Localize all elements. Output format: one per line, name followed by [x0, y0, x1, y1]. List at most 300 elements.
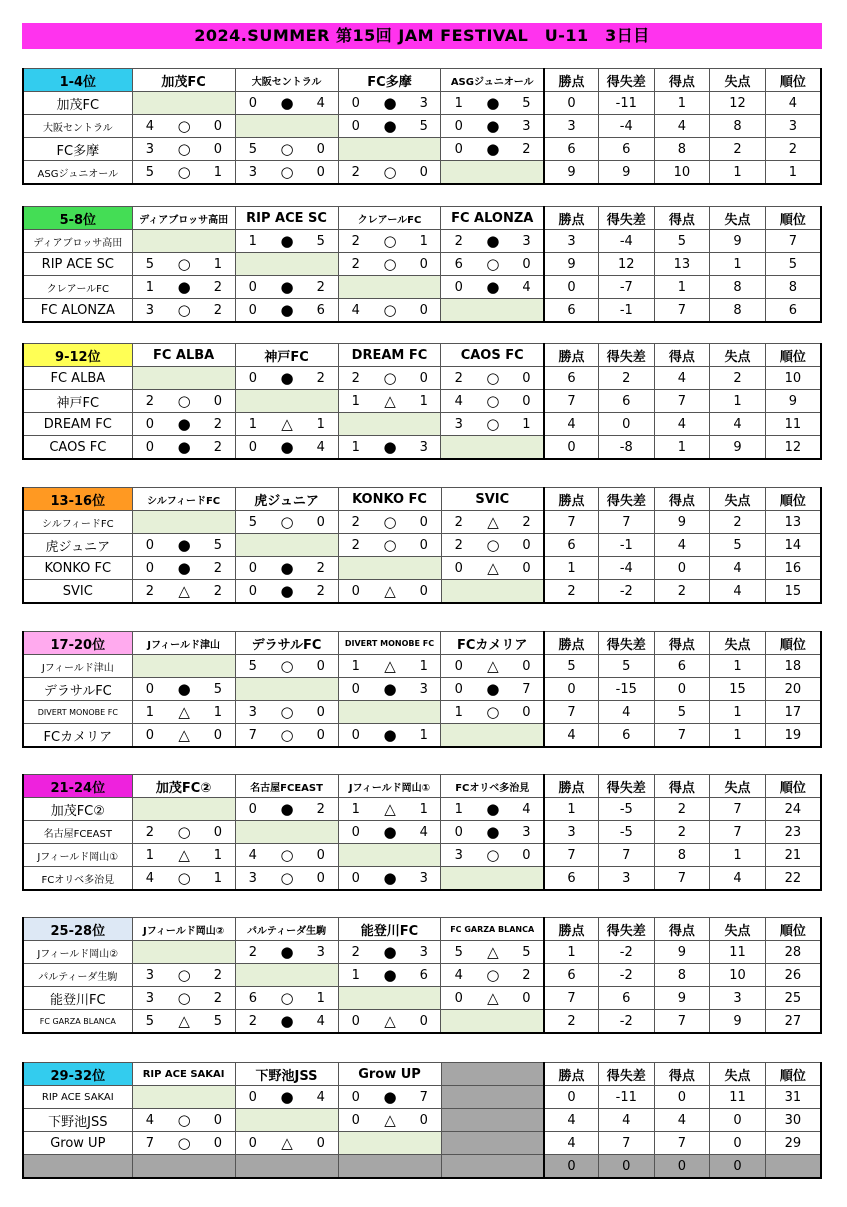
stat-goals-against: 9 [710, 436, 766, 460]
self-cell [407, 701, 441, 724]
stat-points: 0 [544, 92, 599, 115]
group-table-5 [22, 631, 822, 748]
result-mark: △ [476, 511, 510, 534]
self-cell [167, 798, 201, 821]
column-team-name: KONKO FC [338, 488, 441, 511]
result-mark: ○ [476, 390, 510, 413]
score-for: 1 [441, 92, 476, 115]
score-for: 2 [235, 1010, 270, 1034]
stat-points: 4 [544, 1109, 599, 1132]
stat-points: 1 [544, 798, 599, 821]
result-mark: ● [476, 798, 510, 821]
result-mark: △ [476, 557, 510, 580]
score-for: 5 [132, 253, 167, 276]
self-cell [407, 276, 441, 299]
group-label: 17-20位 [23, 632, 132, 655]
result-mark: ● [270, 1086, 304, 1109]
empty-cell [441, 1109, 476, 1132]
result-mark: ○ [167, 867, 201, 891]
result-mark: ● [270, 436, 304, 460]
stat-goal-diff: -1 [599, 534, 655, 557]
score-for: 5 [132, 161, 167, 185]
stat-header: 失点 [710, 344, 766, 367]
stat-goal-diff: 9 [598, 161, 654, 185]
self-cell [373, 276, 407, 299]
stat-header: 得点 [654, 488, 710, 511]
stat-goals-against: 2 [710, 138, 766, 161]
stat-goals-against: 9 [710, 230, 766, 253]
score-against: 2 [201, 436, 235, 460]
self-cell [338, 276, 373, 299]
score-against: 7 [407, 1086, 441, 1109]
score-against: 3 [407, 678, 441, 701]
stat-goal-diff: -11 [599, 1086, 655, 1109]
self-cell [373, 138, 407, 161]
stat-goals-against: 3 [710, 987, 766, 1010]
group-table-8 [22, 1062, 822, 1179]
self-cell [476, 867, 510, 891]
result-mark: △ [167, 1010, 201, 1034]
column-team-name: CAOS FC [441, 344, 544, 367]
score-for: 0 [441, 276, 476, 299]
stat-goals-against: 11 [710, 941, 766, 964]
score-against: 0 [407, 253, 441, 276]
score-for: 3 [132, 987, 167, 1010]
stat-points: 0 [544, 1086, 599, 1109]
stat-header: 失点 [710, 207, 766, 230]
column-team-name: ディアブロッサ高田 [132, 207, 235, 230]
stat-rank: 10 [765, 367, 821, 390]
stat-goals-for: 7 [654, 299, 710, 323]
column-team-name: クレアールFC [338, 207, 441, 230]
stat-rank: 4 [765, 92, 821, 115]
stat-goals-against: 0 [710, 1155, 766, 1179]
table-row [23, 1086, 821, 1109]
stat-goals-against: 8 [710, 115, 766, 138]
stat-header: 得失差 [599, 775, 655, 798]
stat-points: 4 [544, 1132, 599, 1155]
score-for: 4 [132, 115, 167, 138]
stat-goals-for: 7 [654, 867, 710, 891]
score-against: 4 [304, 1086, 338, 1109]
column-team-name: DIVERT MONOBE FC [338, 632, 441, 655]
result-mark: ● [270, 92, 304, 115]
stat-goals-for: 4 [654, 534, 710, 557]
stat-points: 3 [544, 115, 599, 138]
column-team-name: RIP ACE SAKAI [132, 1063, 235, 1086]
stat-rank: 3 [765, 115, 821, 138]
score-for: 0 [235, 299, 270, 323]
self-cell [132, 92, 167, 115]
stat-goals-for: 0 [654, 1155, 710, 1179]
result-mark: ● [476, 821, 510, 844]
row-team-name: Jフィールド津山 [23, 655, 132, 678]
stat-points: 7 [544, 844, 599, 867]
stat-goals-against: 7 [710, 821, 766, 844]
score-for: 0 [132, 534, 167, 557]
table-row [23, 230, 821, 253]
score-for: 0 [338, 1086, 373, 1109]
stat-points: 3 [544, 821, 599, 844]
stat-points: 6 [544, 534, 599, 557]
score-for: 1 [132, 844, 167, 867]
stat-header: 得失差 [598, 918, 654, 941]
row-team-name: RIP ACE SAKAI [23, 1086, 132, 1109]
score-against: 2 [510, 964, 544, 987]
self-cell [441, 580, 476, 604]
stat-goals-for: 9 [654, 511, 710, 534]
score-for: 2 [338, 253, 373, 276]
stat-goal-diff: 12 [599, 253, 655, 276]
score-for: 0 [338, 580, 373, 604]
result-mark: ○ [373, 511, 407, 534]
column-team-name: FCオリベ多治見 [441, 775, 544, 798]
stat-goals-against: 8 [710, 299, 766, 323]
table-row [23, 413, 821, 436]
score-for: 0 [338, 92, 373, 115]
stat-goals-against: 1 [710, 724, 766, 748]
empty-cell [441, 1086, 476, 1109]
result-mark: ● [373, 867, 407, 891]
stat-goals-for: 10 [654, 161, 710, 185]
score-for: 1 [338, 436, 373, 460]
column-team-name: RIP ACE SC [235, 207, 338, 230]
score-for: 0 [441, 678, 476, 701]
stat-goal-diff: 7 [599, 1132, 655, 1155]
score-against: 0 [407, 534, 441, 557]
result-mark: ○ [270, 511, 304, 534]
score-for: 2 [338, 230, 373, 253]
stat-points: 5 [544, 655, 599, 678]
stat-rank: 13 [765, 511, 821, 534]
score-against: 1 [407, 724, 441, 748]
column-team-name: 虎ジュニア [235, 488, 338, 511]
stat-header: 順位 [765, 344, 821, 367]
result-mark: ● [270, 798, 304, 821]
result-mark: ○ [167, 138, 201, 161]
score-against: 3 [407, 436, 441, 460]
score-for: 3 [441, 844, 476, 867]
self-cell [476, 580, 510, 604]
stat-rank: 5 [765, 253, 821, 276]
self-cell [338, 1132, 373, 1155]
self-cell [201, 941, 235, 964]
score-for: 0 [338, 821, 373, 844]
score-against: 0 [407, 299, 441, 323]
stat-points: 3 [544, 230, 599, 253]
group-header-row [23, 1063, 821, 1086]
self-cell [441, 161, 476, 185]
stat-header: 得点 [654, 918, 710, 941]
result-mark: ● [476, 92, 510, 115]
self-cell [235, 1109, 270, 1132]
group-header-row [23, 344, 821, 367]
self-cell [201, 230, 235, 253]
result-mark: ○ [167, 115, 201, 138]
stat-goals-against: 0 [710, 1132, 766, 1155]
stat-points: 2 [544, 580, 599, 604]
stat-points: 7 [544, 390, 599, 413]
row-team-name: 虎ジュニア [23, 534, 132, 557]
self-cell [476, 1010, 510, 1034]
score-for: 5 [235, 511, 270, 534]
table-row [23, 276, 821, 299]
empty-cell [510, 1086, 544, 1109]
empty-cell [510, 1155, 544, 1179]
column-team-name: 能登川FC [338, 918, 441, 941]
stat-header: 失点 [710, 1063, 766, 1086]
stat-goal-diff: 4 [599, 1109, 655, 1132]
stat-goals-for: 4 [654, 413, 710, 436]
score-against: 0 [304, 867, 338, 891]
score-against: 1 [407, 390, 441, 413]
stat-goals-for: 8 [654, 964, 710, 987]
score-for: 2 [441, 511, 476, 534]
stat-goal-diff: -1 [599, 299, 655, 323]
table-row [23, 1109, 821, 1132]
stat-header: 得失差 [599, 207, 655, 230]
table-row [23, 138, 821, 161]
score-against: 1 [201, 867, 235, 891]
score-for: 1 [235, 413, 270, 436]
table-row [23, 867, 821, 891]
score-against: 0 [510, 844, 544, 867]
stat-goals-for: 8 [654, 138, 710, 161]
stat-goal-diff: -7 [599, 276, 655, 299]
stat-goal-diff: 6 [598, 138, 654, 161]
score-for: 0 [441, 115, 476, 138]
table-row [23, 844, 821, 867]
score-against: 0 [407, 367, 441, 390]
stat-header: 得失差 [598, 632, 654, 655]
result-mark: ● [476, 115, 510, 138]
stat-header: 得点 [654, 69, 710, 92]
result-mark: △ [373, 580, 407, 604]
group-label: 1-4位 [23, 69, 132, 92]
self-cell [132, 511, 167, 534]
self-cell [304, 390, 338, 413]
score-against: 1 [201, 701, 235, 724]
score-for: 2 [132, 580, 167, 604]
table-row [23, 390, 821, 413]
result-mark: ○ [270, 701, 304, 724]
self-cell [235, 534, 270, 557]
result-mark: ● [270, 276, 304, 299]
stat-rank: 7 [765, 230, 821, 253]
score-for: 0 [235, 798, 270, 821]
stat-goals-against: 4 [710, 413, 766, 436]
score-for: 1 [338, 390, 373, 413]
score-for: 0 [132, 413, 167, 436]
stat-header: 勝点 [544, 918, 599, 941]
group-header-row [23, 775, 821, 798]
column-team-name: Grow UP [338, 1063, 441, 1086]
result-mark: ● [373, 115, 407, 138]
empty-cell [235, 1155, 270, 1179]
table-row [23, 534, 821, 557]
score-against: 2 [510, 511, 544, 534]
self-cell [270, 115, 304, 138]
stat-goals-against: 1 [710, 655, 766, 678]
score-against: 0 [304, 655, 338, 678]
result-mark: ○ [476, 701, 510, 724]
empty-cell [338, 1155, 373, 1179]
result-mark: △ [373, 798, 407, 821]
score-against: 3 [407, 867, 441, 891]
group-label: 25-28位 [23, 918, 132, 941]
group-label: 9-12位 [23, 344, 132, 367]
column-team-name: シルフィードFC [132, 488, 235, 511]
self-cell [304, 534, 338, 557]
score-against: 1 [407, 655, 441, 678]
self-cell [476, 299, 510, 323]
empty-cell [476, 1132, 510, 1155]
empty-cell [373, 1155, 407, 1179]
empty-cell [441, 1155, 476, 1179]
self-cell [132, 1086, 167, 1109]
stat-rank: 22 [765, 867, 821, 891]
result-mark: ○ [270, 844, 304, 867]
result-mark: ○ [476, 844, 510, 867]
stat-goal-diff: 6 [598, 724, 654, 748]
self-cell [510, 299, 544, 323]
stat-points: 2 [544, 1010, 599, 1034]
result-mark: ● [270, 230, 304, 253]
self-cell [304, 678, 338, 701]
stat-goals-for: 4 [654, 367, 710, 390]
stat-goals-against: 4 [710, 557, 766, 580]
self-cell [407, 413, 441, 436]
self-cell [201, 798, 235, 821]
stat-goal-diff: 0 [598, 413, 654, 436]
stat-goal-diff: 6 [598, 987, 654, 1010]
result-mark: ● [167, 276, 201, 299]
self-cell [270, 253, 304, 276]
result-mark: ● [270, 941, 304, 964]
stat-rank: 1 [765, 161, 821, 185]
stat-goals-for: 1 [654, 92, 710, 115]
stat-goals-for: 7 [654, 724, 710, 748]
column-team-name: 名古屋FCEAST [235, 775, 338, 798]
self-cell [510, 724, 544, 748]
self-cell [510, 436, 544, 460]
score-for: 6 [235, 987, 270, 1010]
stat-goals-for: 9 [654, 987, 710, 1010]
table-row [23, 1155, 821, 1179]
score-for: 2 [338, 161, 373, 185]
stat-goal-diff: -2 [598, 941, 654, 964]
row-team-name: FC多摩 [23, 138, 132, 161]
stat-points: 6 [544, 367, 599, 390]
empty-cell [201, 1155, 235, 1179]
column-team-name: 加茂FC② [132, 775, 235, 798]
stat-goal-diff: -4 [599, 557, 655, 580]
result-mark: ● [270, 367, 304, 390]
score-for: 1 [132, 276, 167, 299]
stat-rank: 25 [765, 987, 821, 1010]
stat-rank: 23 [765, 821, 821, 844]
self-cell [167, 230, 201, 253]
result-mark: △ [167, 724, 201, 748]
stat-header: 得点 [654, 344, 710, 367]
result-mark: ● [167, 534, 201, 557]
score-for: 3 [132, 964, 167, 987]
score-against: 6 [304, 299, 338, 323]
score-for: 3 [441, 413, 476, 436]
group-table-1 [22, 68, 822, 185]
self-cell [510, 161, 544, 185]
table-row [23, 821, 821, 844]
self-cell [476, 436, 510, 460]
score-for: 3 [132, 299, 167, 323]
table-row [23, 436, 821, 460]
stat-header: 失点 [710, 488, 766, 511]
result-mark: ○ [167, 253, 201, 276]
score-against: 1 [407, 230, 441, 253]
result-mark: ○ [270, 655, 304, 678]
self-cell [304, 964, 338, 987]
score-for: 6 [441, 253, 476, 276]
score-for: 1 [338, 798, 373, 821]
score-against: 1 [304, 987, 338, 1010]
self-cell [201, 92, 235, 115]
stat-rank: 17 [765, 701, 821, 724]
score-for: 0 [338, 1010, 373, 1034]
score-against: 0 [407, 511, 441, 534]
stat-goal-diff: -4 [599, 230, 655, 253]
result-mark: ● [167, 678, 201, 701]
result-mark: ○ [373, 299, 407, 323]
score-against: 2 [304, 276, 338, 299]
score-for: 1 [338, 655, 373, 678]
stat-points: 6 [544, 138, 599, 161]
self-cell [270, 964, 304, 987]
column-team-name: FC GARZA BLANCA [441, 918, 544, 941]
result-mark: △ [373, 1109, 407, 1132]
score-for: 0 [441, 655, 476, 678]
result-mark: ● [270, 580, 304, 604]
score-against: 5 [510, 941, 544, 964]
score-for: 0 [132, 557, 167, 580]
result-mark: ● [373, 964, 407, 987]
stat-points: 4 [544, 413, 599, 436]
result-mark: ● [476, 678, 510, 701]
score-against: 0 [407, 1010, 441, 1034]
stat-rank: 14 [765, 534, 821, 557]
group-table-7 [22, 917, 822, 1034]
result-mark: ○ [476, 413, 510, 436]
stat-rank: 20 [765, 678, 821, 701]
column-team-name: FC多摩 [338, 69, 441, 92]
self-cell [441, 1010, 476, 1034]
empty-cell [132, 1155, 167, 1179]
result-mark: ● [373, 436, 407, 460]
stat-goals-against: 2 [710, 511, 766, 534]
score-for: 4 [441, 964, 476, 987]
self-cell [167, 511, 201, 534]
score-for: 0 [338, 1109, 373, 1132]
row-team-name: クレアールFC [23, 276, 132, 299]
stat-goals-for: 7 [654, 390, 710, 413]
self-cell [476, 724, 510, 748]
score-for: 3 [235, 701, 270, 724]
stat-goals-against: 11 [710, 1086, 766, 1109]
group-header-row [23, 632, 821, 655]
score-for: 0 [235, 436, 270, 460]
table-row [23, 701, 821, 724]
stat-header: 勝点 [544, 1063, 599, 1086]
score-against: 2 [201, 580, 235, 604]
